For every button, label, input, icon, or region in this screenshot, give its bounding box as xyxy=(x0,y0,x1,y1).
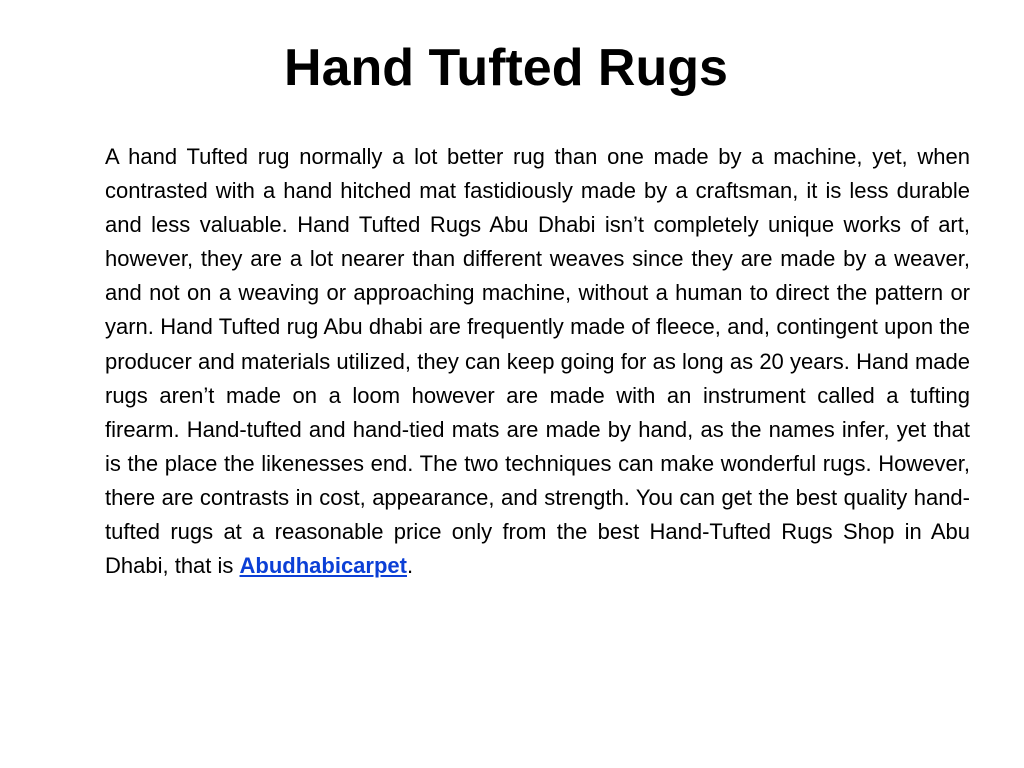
paragraph-end: . xyxy=(406,553,414,579)
body-paragraph xyxy=(105,140,970,583)
abudhabicarpet-link[interactable]: Abudhabicarpet xyxy=(239,553,407,579)
slide-title: Hand Tufted Rugs xyxy=(284,39,728,97)
paragraph-text: A hand Tufted rug normally a lot better rug than one made by a machine, yet, when contrasted with a hand hitched mat fastidiously made by a craftsman, it is less durable and less valuable. Hand Tufted Rugs Abu Dhabi isn’t completely unique works of art, however, they are a lot nearer than different weaves since they are made by a weaver, and not on a weaving or approaching machine, without a human to direct the pattern or yarn. Hand Tufted rug Abu dhabi are frequently made of fleece, and, contingent upon the producer and materials utilized, they can keep going for as long as 20 years. Hand made rugs aren’t made on a loom however are made with an instrument called a tufting firearm. Hand-tufted and hand-tied mats are made by hand, as the names infer, yet that is the place the likenesses end. The two techniques can make wonderful rugs. However, there are contrasts in cost, appearance, and strength. You can get the best quality hand-tufted rugs at a reasonable price only from the best Hand-Tufted Rugs Shop in Abu Dhabi, that is xyxy=(105,144,970,579)
